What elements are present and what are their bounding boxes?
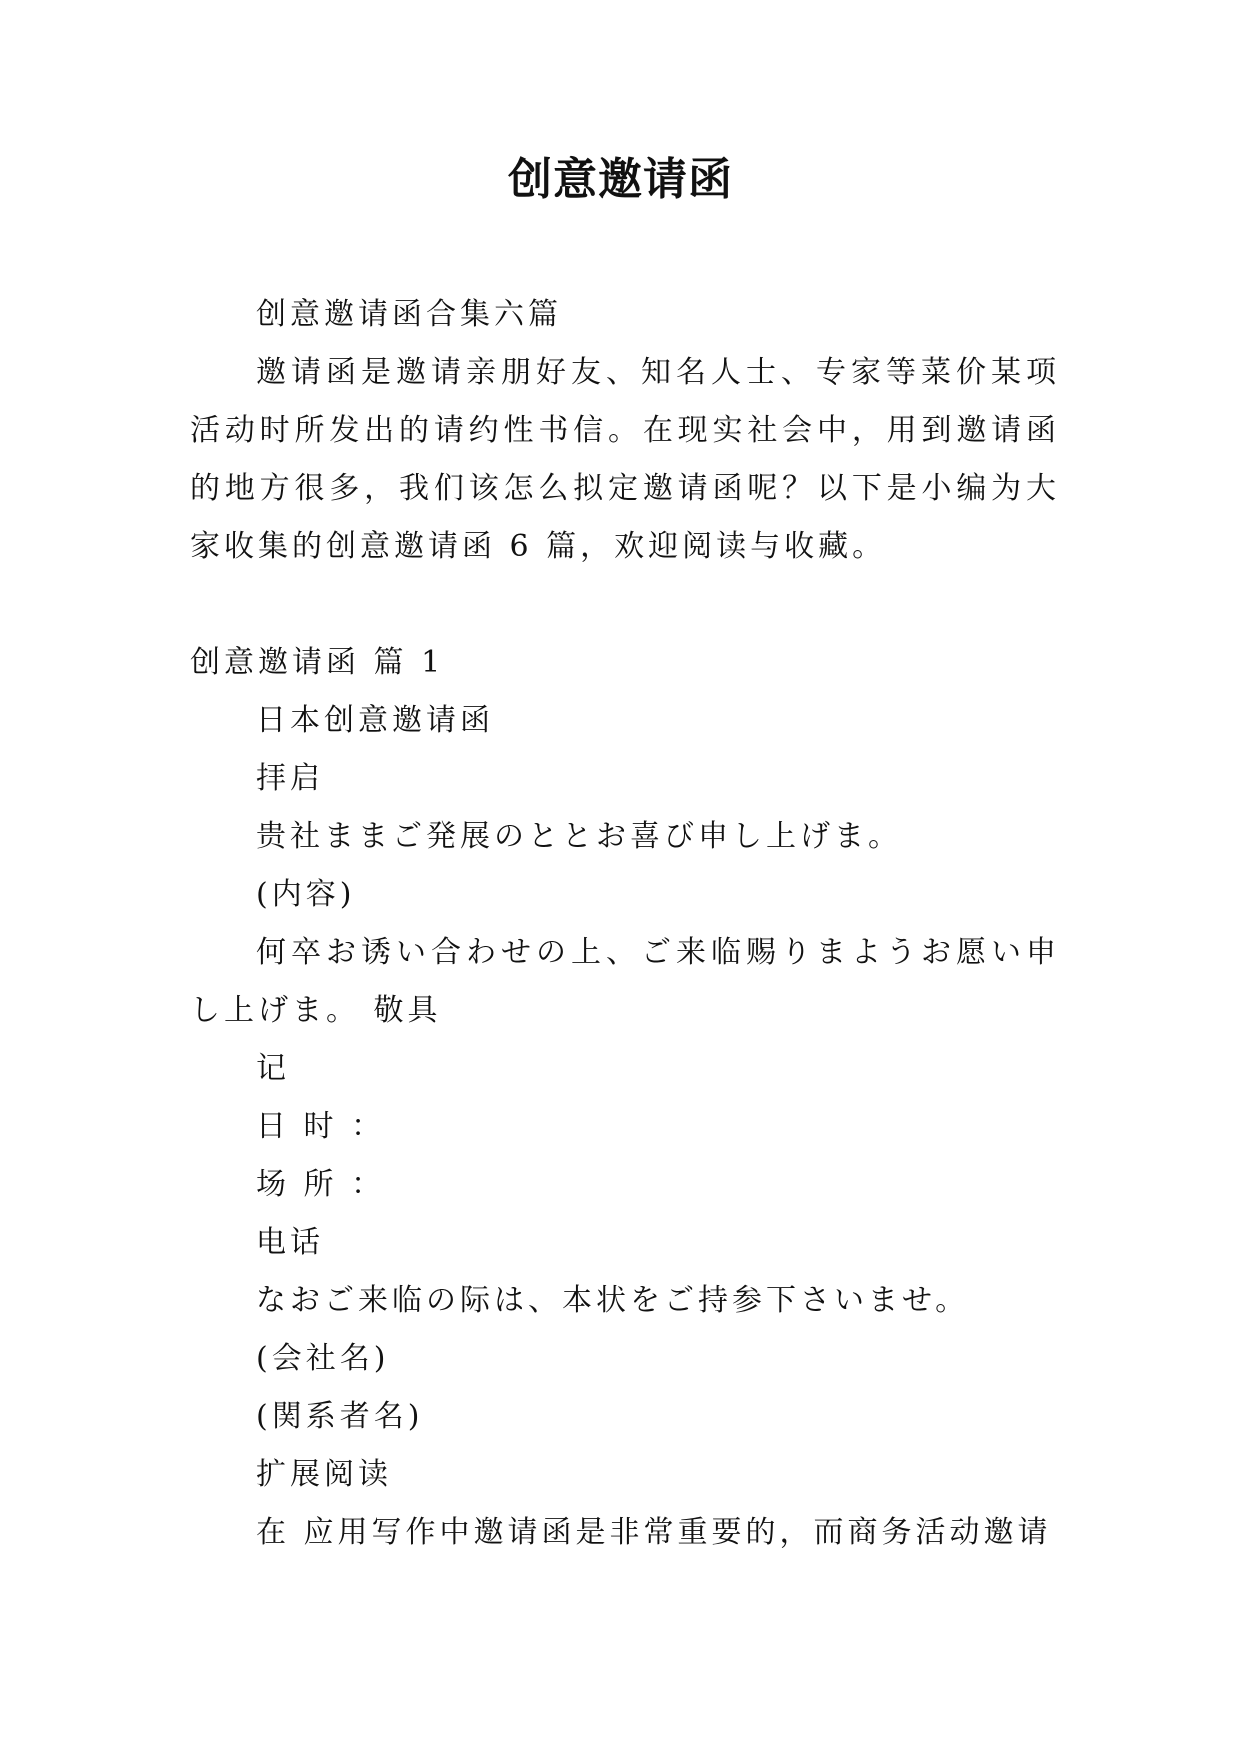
document-body bbox=[190, 286, 1060, 1562]
section-line-0: 日本创意邀请函 bbox=[256, 703, 494, 738]
section-line-7: 场 所 ： bbox=[256, 1167, 386, 1202]
section-line-6: 日 时 ： bbox=[256, 1109, 386, 1144]
section-line-10: (会社名) bbox=[256, 1341, 390, 1376]
section-line-13: 在 应用写作中邀请函是非常重要的，而商务活动邀请 bbox=[256, 1515, 1052, 1550]
section-gap bbox=[190, 576, 1060, 634]
section-heading: 创意邀请函 篇 1 bbox=[190, 645, 445, 680]
section-line-8: 电话 bbox=[256, 1225, 324, 1260]
section-line-11: (関系者名) bbox=[256, 1399, 424, 1434]
section-line-12: 扩展阅读 bbox=[256, 1457, 392, 1492]
section-line-4: 何卒お诱い合わせの上、ご来临赐りまようお愿い申し上げま。 敬具 bbox=[190, 935, 1060, 1028]
section-line-2: 贵社ままご発展のととお喜び申し上げま。 bbox=[256, 819, 902, 854]
subtitle-paragraph: 创意邀请函合集六篇 bbox=[256, 297, 562, 332]
document-title: 创意邀请函 bbox=[508, 154, 733, 205]
section-line-1: 拝启 bbox=[256, 761, 324, 796]
section-line-3: (内容) bbox=[256, 877, 356, 912]
section-line-9: なおご来临の际は、本状をご持参下さいませ。 bbox=[256, 1283, 970, 1318]
intro-paragraph: 邀请函是邀请亲朋好友、知名人士、专家等菜价某项活动时所发出的请约性书信。在现实社会中，用到邀请函的地方很多，我们该怎么拟定邀请函呢？以下是小编为大家收集的创意邀请函 6 篇，欢迎阅读与收藏。 bbox=[190, 355, 1060, 564]
section-line-5: 记 bbox=[256, 1051, 290, 1086]
